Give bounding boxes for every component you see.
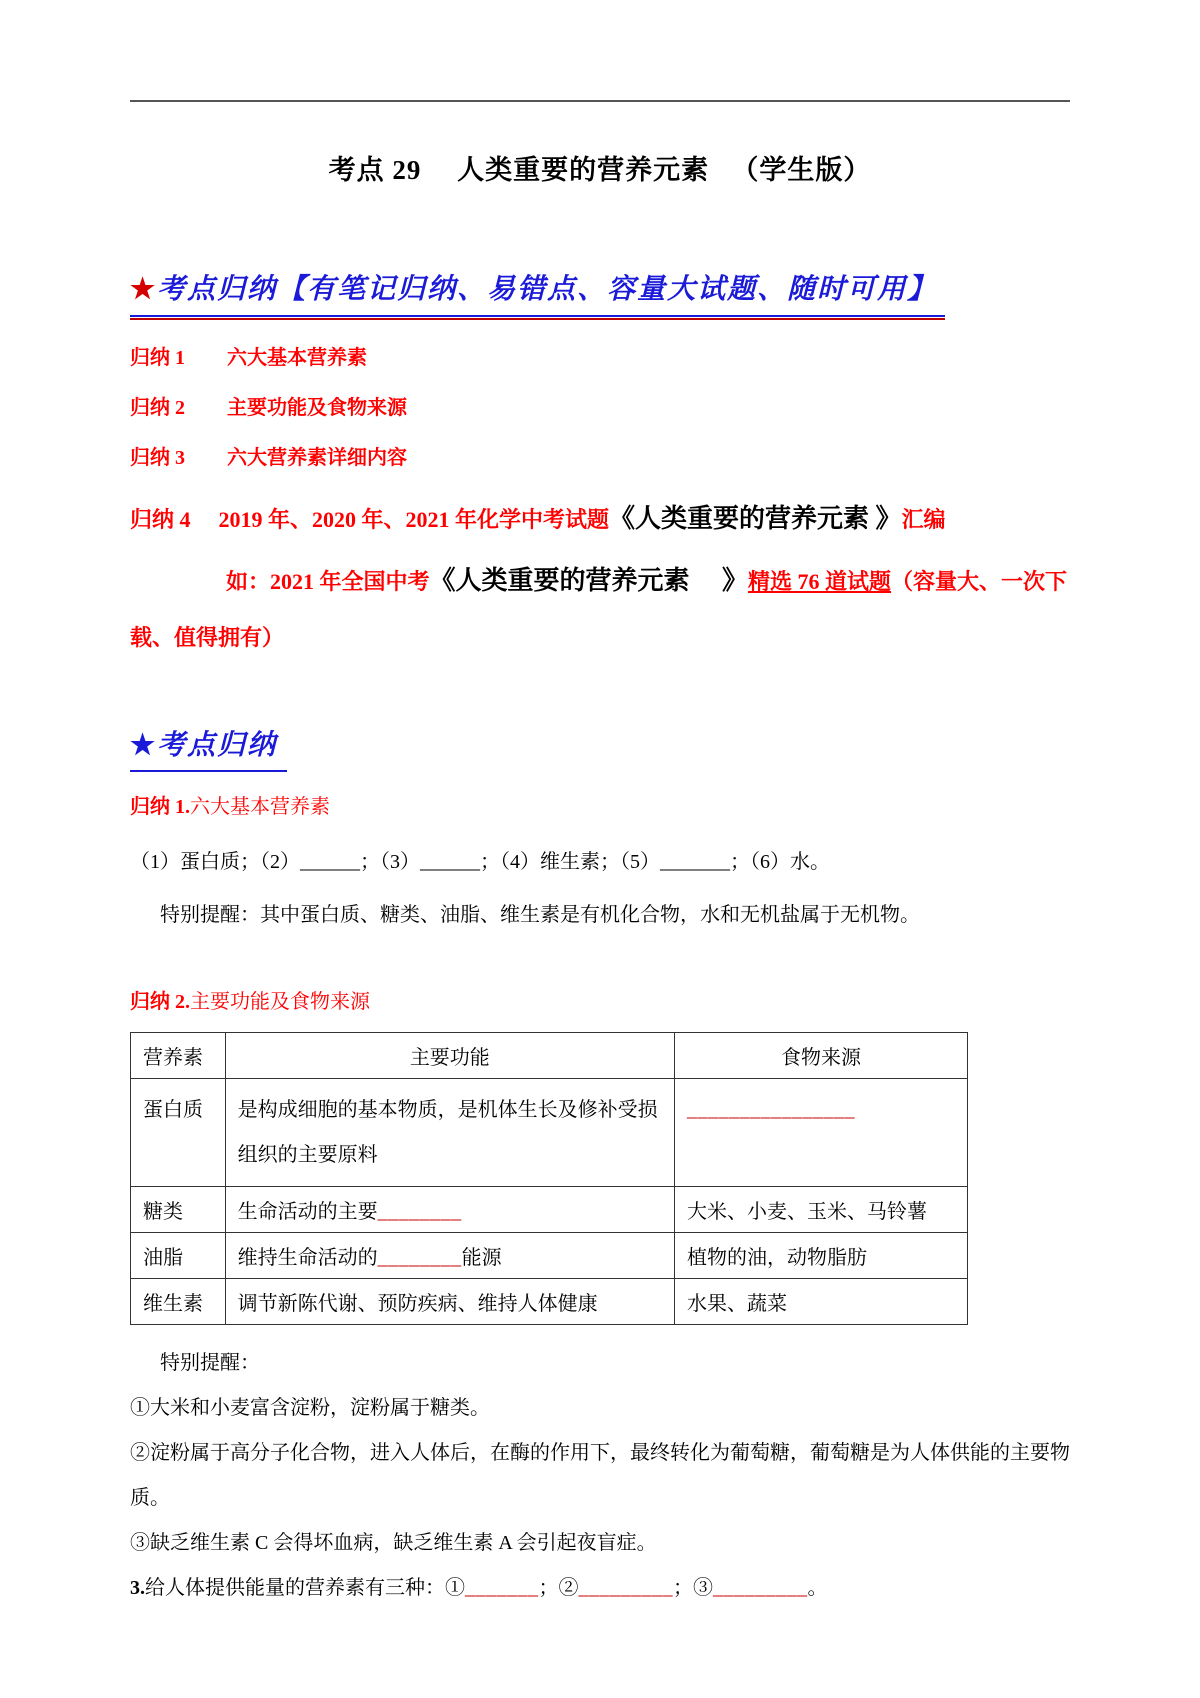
function-text: 维持生命活动的 (237, 1246, 378, 1269)
note-item-3: ③缺乏维生素 C 会得坏血病，缺乏维生素 A 会引起夜盲症。 (130, 1531, 657, 1554)
source-text: 植物的油，动物脂肪 (687, 1246, 868, 1269)
energy-question-end: 。 (807, 1576, 828, 1599)
nutrient-name: 糖类 (143, 1200, 183, 1223)
note-item-2: ②淀粉属于高分子化合物，进入人体后，在酶的作用下，最终转化为葡萄糖，葡萄糖是为人体供能的主要物质。 (130, 1441, 1070, 1509)
section-heading-main (130, 723, 287, 772)
guina1-blank-line: （1）蛋白质；（2）______；（3）______；（4）维生素；（5）_______；（6）水。 (130, 850, 830, 873)
main-function-cell (225, 1232, 674, 1278)
notes-block (130, 1341, 1070, 1611)
item4sub-underlined: 精选 76 道试题 (748, 568, 892, 594)
food-source-cell (675, 1186, 968, 1232)
fill-blank: _______ (465, 1576, 539, 1599)
energy-question (130, 1566, 1070, 1611)
function-text: 调节新陈代谢、预防疾病、维持人体健康 (237, 1292, 598, 1315)
nutrient-name: 维生素 (143, 1292, 203, 1315)
col-header-function: 主要功能 (225, 1032, 674, 1078)
table-header-row (131, 1032, 968, 1078)
main-function-cell (225, 1078, 674, 1186)
nutrient-name-cell (131, 1186, 226, 1232)
guina1-note: 特别提醒：其中蛋白质、糖类、油脂、维生素是有机化合物，水和无机盐属于无机物。 (160, 903, 920, 926)
item4sub-red2: （容量大、一次下载、值得拥有） (130, 568, 1068, 650)
col-header-nutrient: 营养素 (131, 1032, 226, 1078)
guina2-label-title: 主要功能及食物来源 (190, 990, 370, 1013)
energy-question-pre: 给人体提供能量的营养素有三种：① (145, 1576, 465, 1599)
function-text: 是构成细胞的基本物质，是机体生长及修补受损组织的主要原料 (237, 1098, 658, 1166)
energy-question-mid2: ；③ (673, 1576, 713, 1599)
food-source-cell (675, 1278, 968, 1324)
intro-item-4-sub (130, 550, 1070, 665)
guina2-label (130, 985, 1070, 1014)
intro-item-num: 归纳 1 (130, 347, 185, 369)
intro-item-4 (130, 498, 1070, 540)
intro-item4-book-title: 《人类重要的营养元素 》 (609, 504, 902, 533)
nutrient-name: 油脂 (143, 1246, 183, 1269)
page-title: 考点 29 人类重要的营养元素 （学生版） (328, 155, 872, 185)
food-source-cell (675, 1078, 968, 1186)
source-text: 水果、蔬菜 (687, 1292, 788, 1315)
fill-blank: ________ (377, 1200, 462, 1223)
intro-item-num: 归纳 2 (130, 397, 185, 419)
section-heading-intro-text: 考点归纳【有笔记归纳、易错点、容量大试题、随时可用】 (157, 274, 938, 305)
intro-item-num: 归纳 3 (130, 447, 185, 469)
intro-item-1 (130, 341, 1070, 370)
star-icon: ★ (130, 274, 158, 305)
intro-item-text: 六大基本营养素 (227, 347, 367, 369)
fill-blank: ________________ (687, 1098, 856, 1121)
intro-item-3 (130, 441, 1070, 470)
section-heading-main-text: 考点归纳 (157, 729, 278, 761)
intro-item4-red2: 汇编 (901, 507, 946, 532)
table-row-sugar (131, 1186, 968, 1232)
source-text: 大米、小麦、玉米、马铃薯 (687, 1200, 928, 1223)
intro-item-text: 六大营养素详细内容 (227, 447, 407, 469)
intro-item4-red1: 2019 年、2020 年、2021 年化学中考试题 (218, 507, 610, 532)
main-function-cell (225, 1278, 674, 1324)
top-divider (130, 100, 1070, 102)
nutrient-name-cell (131, 1278, 226, 1324)
note-item-1: ①大米和小麦富含淀粉，淀粉属于糖类。 (130, 1396, 490, 1419)
fill-blank: ________ (377, 1246, 462, 1269)
item4sub-book-title: 《人类重要的营养元素 》 (429, 565, 749, 595)
heading-underline (130, 315, 945, 320)
nutrient-name: 蛋白质 (143, 1098, 203, 1121)
function-text-post: 能源 (461, 1246, 502, 1269)
guina1-label-title: 六大基本营养素 (190, 795, 330, 818)
fill-blank: _________ (713, 1576, 808, 1599)
guina1-label-num: 归纳 1. (130, 795, 190, 818)
table-row-protein (131, 1078, 968, 1186)
energy-question-mid1: ；② (538, 1576, 579, 1599)
item4sub-red1: 如：2021 年全国中考 (226, 568, 430, 594)
energy-question-num: 3. (130, 1576, 145, 1599)
section-heading-intro (130, 267, 1070, 307)
guina2-label-num: 归纳 2. (130, 990, 190, 1013)
nutrient-name-cell (131, 1232, 226, 1278)
notes-title: 特别提醒： (160, 1351, 260, 1374)
table-row-vitamin (131, 1278, 968, 1324)
table-row-fat (131, 1232, 968, 1278)
intro-item-num: 归纳 4 (130, 507, 191, 532)
main-function-cell (225, 1186, 674, 1232)
intro-item-text: 主要功能及食物来源 (227, 397, 407, 419)
food-source-cell (675, 1232, 968, 1278)
intro-item-2 (130, 391, 1070, 420)
col-header-source: 食物来源 (675, 1032, 968, 1078)
guina1-label (130, 790, 1070, 819)
nutrients-table (130, 1032, 968, 1325)
nutrient-name-cell (131, 1078, 226, 1186)
function-text: 生命活动的主要 (237, 1200, 378, 1223)
star-icon: ★ (130, 729, 158, 761)
fill-blank: _________ (578, 1576, 673, 1599)
